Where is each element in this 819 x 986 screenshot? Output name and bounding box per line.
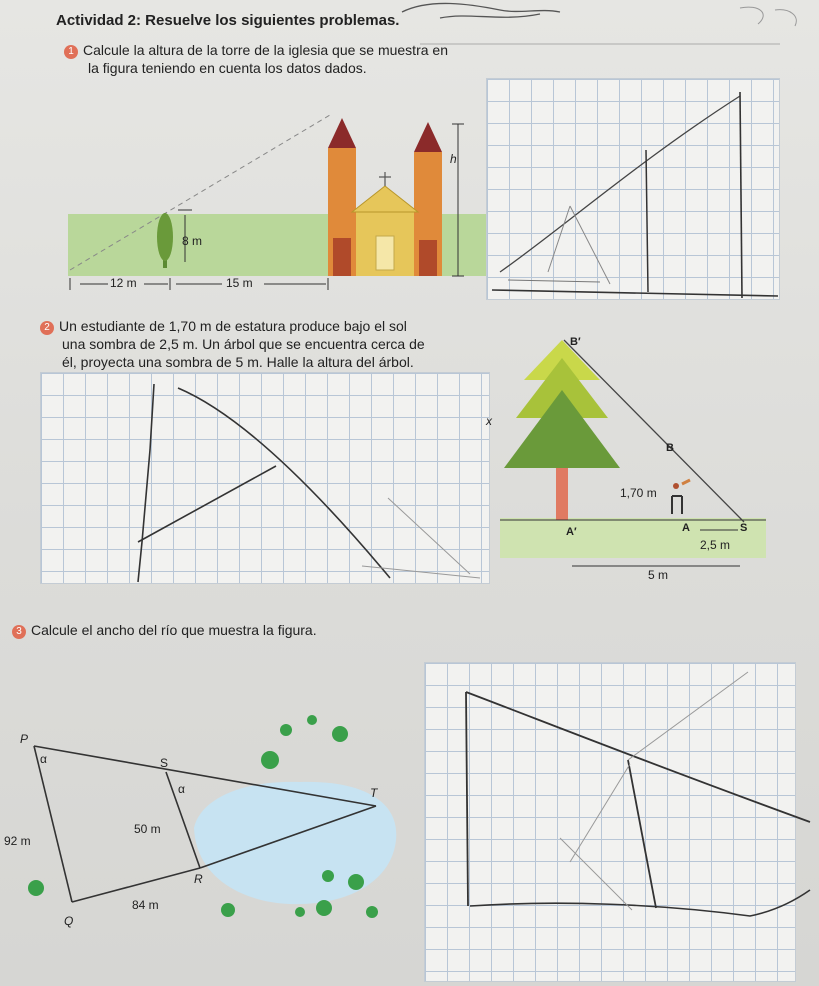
- label-alpha-1: α: [40, 752, 47, 766]
- problem-3-line-1: 3 Calcule el ancho del río que muestra la figura.: [12, 622, 317, 639]
- problem-2-line-2: una sombra de 2,5 m. Un árbol que se encuentra cerca de: [62, 336, 425, 352]
- label-short-shadow: 2,5 m: [700, 538, 731, 552]
- label-student-height: 1,70 m: [620, 486, 657, 500]
- label-b-prime: B′: [570, 336, 581, 348]
- problem-2-number: 2: [40, 321, 54, 335]
- label-distance-sr: 50 m: [134, 822, 161, 836]
- problem-2-line-3: él, proyecta una sombra de 5 m. Halle la altura del árbol.: [62, 354, 414, 370]
- label-r: R: [194, 872, 203, 886]
- label-p: P: [20, 732, 29, 746]
- label-tree-height: 8 m: [182, 234, 203, 248]
- problem-1-number: 1: [64, 45, 78, 59]
- label-h: h: [450, 152, 457, 166]
- label-distance-qr: 84 m: [132, 898, 159, 912]
- label-a: A: [682, 522, 690, 534]
- label-q: Q: [64, 914, 74, 928]
- label-distance-1: 12 m: [110, 276, 137, 290]
- label-long-shadow: 5 m: [648, 568, 669, 582]
- label-alpha-2: α: [178, 782, 185, 796]
- problem-1-line-1: 1 Calcule la altura de la torre de la iglesia que se muestra en: [64, 42, 448, 59]
- label-s-point: S: [160, 756, 169, 770]
- label-s: S: [740, 522, 748, 534]
- activity-title: Actividad 2: Resuelve los siguientes problemas.: [56, 12, 400, 29]
- problem-2-line-1: 2 Un estudiante de 1,70 m de estatura produce bajo el sol: [40, 318, 407, 335]
- label-distance-pq: 92 m: [4, 834, 31, 848]
- problem-1-line-2: la figura teniendo en cuenta los datos dados.: [88, 60, 367, 76]
- label-t: T: [370, 786, 378, 800]
- label-b: B: [666, 442, 674, 454]
- label-distance-2: 15 m: [226, 276, 253, 290]
- label-a-prime: A′: [566, 526, 577, 538]
- problem-3-number: 3: [12, 625, 26, 639]
- label-x: x: [486, 414, 492, 428]
